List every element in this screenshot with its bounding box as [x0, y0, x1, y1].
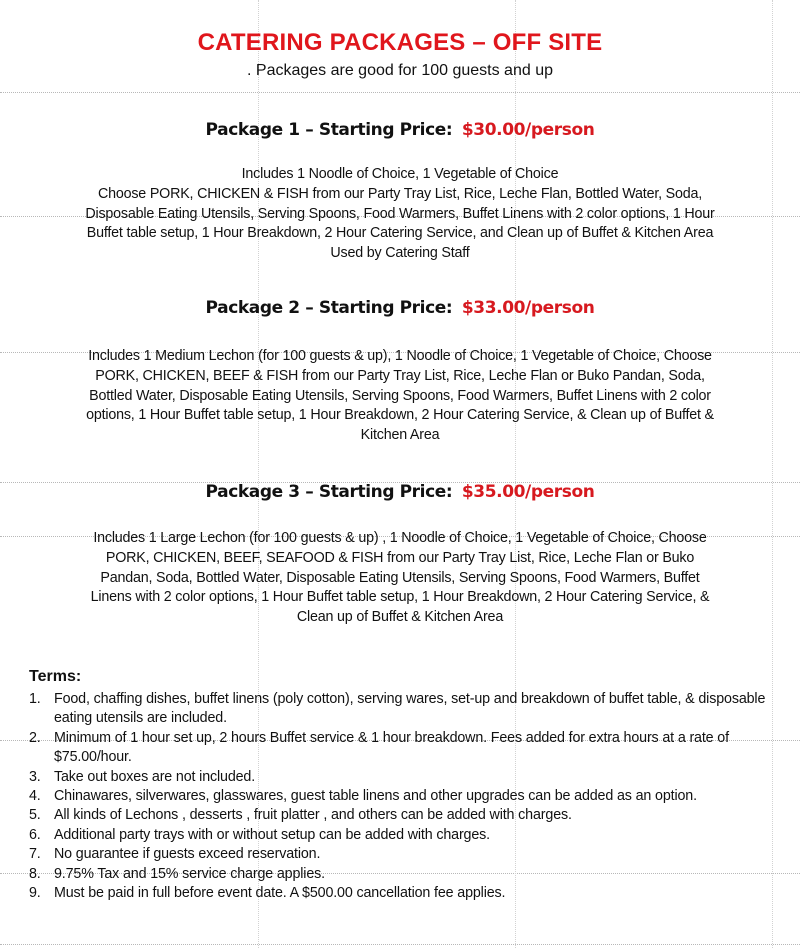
- terms-item-number: 3.: [29, 768, 41, 785]
- terms-item-text: No guarantee if guests exceed reservation.: [54, 846, 321, 863]
- terms-item: [29, 865, 779, 884]
- terms-item: [29, 787, 779, 806]
- package-3-line: Pandan, Soda, Bottled Water, Disposable Eating Utensils, Serving Spoons, Food Warmers, Buffet: [100, 569, 700, 586]
- package-1-description: [20, 165, 780, 264]
- terms-item-number: 2.: [29, 729, 41, 746]
- package-2-line: Includes 1 Medium Lechon (for 100 guests & up), 1 Noodle of Choice, 1 Vegetable of Choice, Choose: [88, 348, 712, 364]
- terms-item-text: Take out boxes are not included.: [54, 768, 256, 785]
- package-2-line: PORK, CHICKEN, BEEF & FISH from our Party Tray List, Rice, Leche Flan or Buko Pandan, Soda,: [95, 367, 705, 384]
- package-3-line: Linens with 2 color options, 1 Hour Buffet table setup, 1 Hour Breakdown, 2 Hour Catering Service, &: [90, 589, 710, 606]
- terms-item-number: 4.: [29, 788, 41, 805]
- package-1-line: Choose PORK, CHICKEN & FISH from our Party Tray List, Rice, Leche Flan, Bottled Water, Soda,: [97, 185, 702, 202]
- page-title: CATERING PACKAGES – OFF SITE: [197, 29, 603, 56]
- package-3-description: [20, 529, 780, 628]
- terms-item: [29, 690, 779, 729]
- package-2-price: $33.00/person: [461, 298, 595, 318]
- package-3-line: Includes 1 Large Lechon (for 100 guests & up) , 1 Noodle of Choice, 1 Vegetable of Choice, Choose: [93, 530, 707, 546]
- package-3-line: PORK, CHICKEN, BEEF, SEAFOOD & FISH from our Party Tray List, Rice, Leche Flan or Buko: [105, 549, 695, 566]
- package-1-line: Includes 1 Noodle of Choice, 1 Vegetable of Choice: [241, 166, 559, 182]
- terms-item: [29, 729, 779, 768]
- page-subtitle: . Packages are good for 100 guests and up: [247, 62, 553, 79]
- terms-item-text: Must be paid in full before event date. A $500.00 cancellation fee applies.: [54, 885, 506, 902]
- terms-item: [29, 806, 779, 825]
- package-2-line: options, 1 Hour Buffet table setup, 1 Hour Breakdown, 2 Hour Catering Service, & Clean up of Buffet &: [86, 407, 714, 424]
- package-2-label: Package 2 – Starting Price:: [205, 298, 453, 318]
- terms-list: [29, 690, 779, 903]
- terms-item-text: 9.75% Tax and 15% service charge applies.: [54, 865, 325, 882]
- terms-heading: Terms:: [29, 668, 82, 685]
- terms-item-text: Chinawares, silverwares, glasswares, guest table linens and other upgrades can be added as an option.: [54, 788, 697, 805]
- package-2-heading: [0, 298, 800, 318]
- terms-item-number: 7.: [29, 846, 41, 863]
- terms-item-number: 5.: [29, 807, 41, 824]
- terms-item: [29, 826, 779, 845]
- terms-item-number: 8.: [29, 865, 41, 882]
- terms-item-number: 6.: [29, 826, 41, 843]
- package-1-line: Used by Catering Staff: [330, 245, 470, 262]
- terms-item: [29, 768, 779, 787]
- terms-item-number: 9.: [29, 885, 41, 902]
- package-1-label: Package 1 – Starting Price:: [205, 120, 453, 140]
- package-1-heading: [0, 120, 800, 140]
- terms-item-number: 1.: [29, 691, 41, 707]
- package-1-line: Buffet table setup, 1 Hour Breakdown, 2 Hour Catering Service, and Clean up of Buffet & Kitchen Area: [86, 225, 714, 242]
- package-1-line: Disposable Eating Utensils, Serving Spoons, Food Warmers, Buffet Linens with 2 color options, 1 Hour: [85, 205, 715, 222]
- package-3-label: Package 3 – Starting Price:: [205, 482, 453, 502]
- package-3-line: Clean up of Buffet & Kitchen Area: [296, 609, 504, 626]
- package-1-price: $30.00/person: [461, 120, 595, 140]
- package-2-line: Kitchen Area: [360, 427, 440, 444]
- terms-item-text: Minimum of 1 hour set up, 2 hours Buffet service & 1 hour breakdown. Fees added for extra hours at a rate of $75.00/hour.: [54, 729, 729, 766]
- terms-item-text: Additional party trays with or without setup can be added with charges.: [54, 826, 490, 843]
- terms-item-text: Food, chaffing dishes, buffet linens (poly cotton), serving wares, set-up and breakdown of buffet table, & disposable eating utensils are included.: [54, 691, 766, 727]
- package-3-price: $35.00/person: [461, 482, 595, 502]
- terms-item: [29, 845, 779, 864]
- terms-item-text: All kinds of Lechons , desserts , fruit platter , and others can be added with charges.: [54, 807, 572, 824]
- package-2-line: Bottled Water, Disposable Eating Utensils, Serving Spoons, Food Warmers, Buffet Linens with 2 color: [89, 387, 711, 404]
- package-3-heading: [0, 482, 800, 502]
- package-2-description: [20, 347, 780, 446]
- terms-item: [29, 884, 779, 903]
